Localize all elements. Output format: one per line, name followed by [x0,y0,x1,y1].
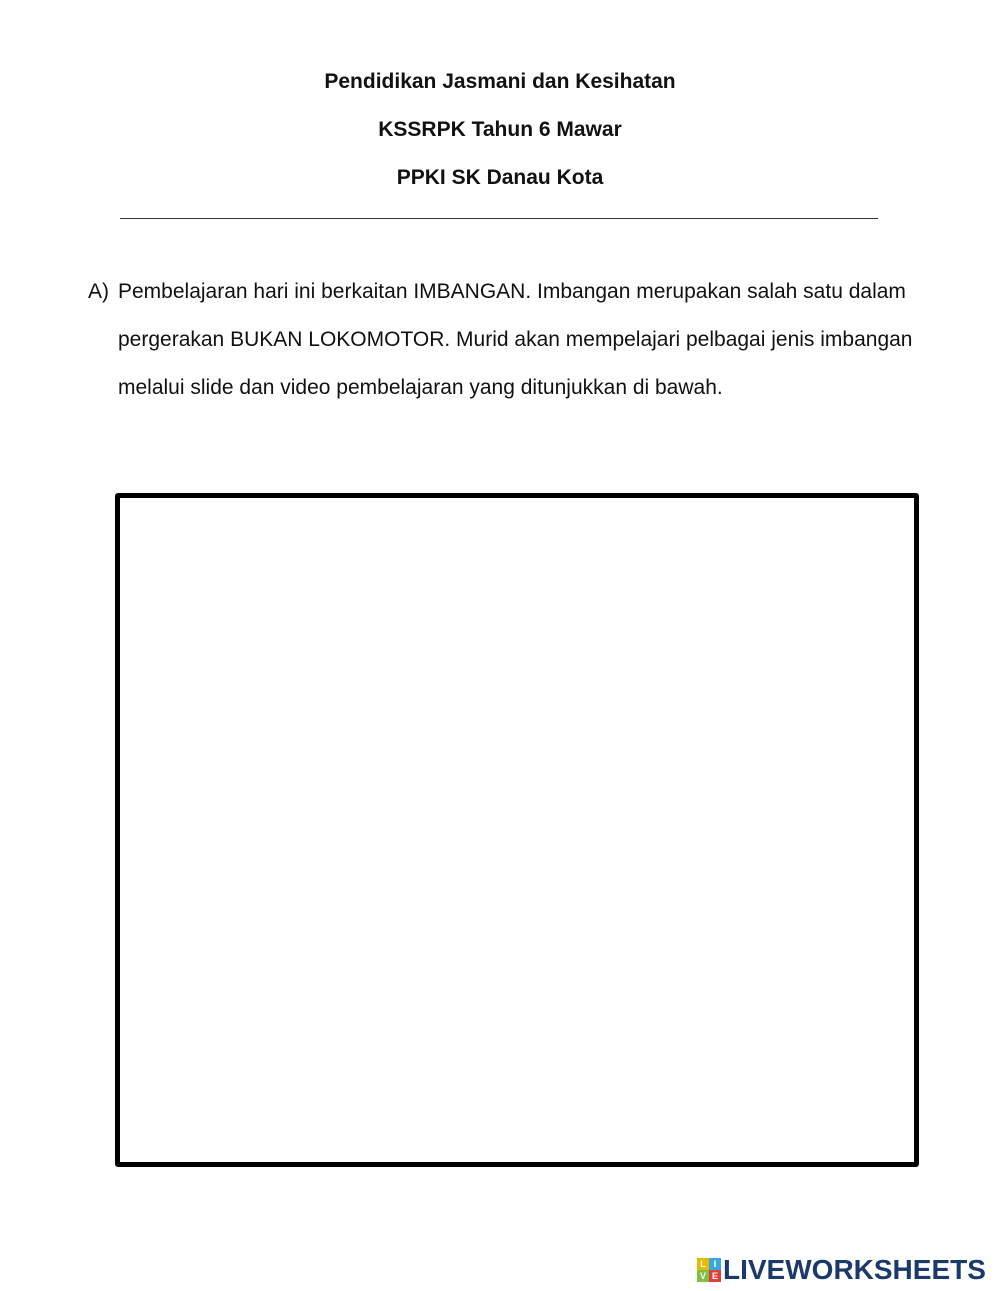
embedded-media-frame[interactable] [115,493,919,1167]
worksheet-header [0,58,1000,202]
class-title: KSSRPK Tahun 6 Mawar [378,118,622,141]
section-a-instruction [88,268,958,412]
liveworksheets-logo [697,1255,986,1285]
section-a-label: A) [88,280,109,303]
subject-title: Pendidikan Jasmani dan Kesihatan [324,70,676,93]
header-divider [120,218,878,219]
logo-letter-l: L [697,1258,709,1270]
school-title: PPKI SK Danau Kota [396,166,604,189]
liveworksheets-wordmark: LIVEWORKSHEETS [723,1254,986,1285]
logo-letter-e: E [709,1270,721,1282]
logo-letter-v: V [697,1270,709,1282]
section-a-text: Pembelajaran hari ini berkaitan IMBANGAN. Imbangan merupakan salah satu dalam pergerakan BUKAN LOKOMOTOR. Murid akan mempelajari pelbagai jenis imbangan melalui slide dan video pembelajaran yang ditunjukkan di bawah. [118,280,913,399]
logo-letter-i: I [709,1258,721,1270]
liveworksheets-icon [697,1258,721,1282]
